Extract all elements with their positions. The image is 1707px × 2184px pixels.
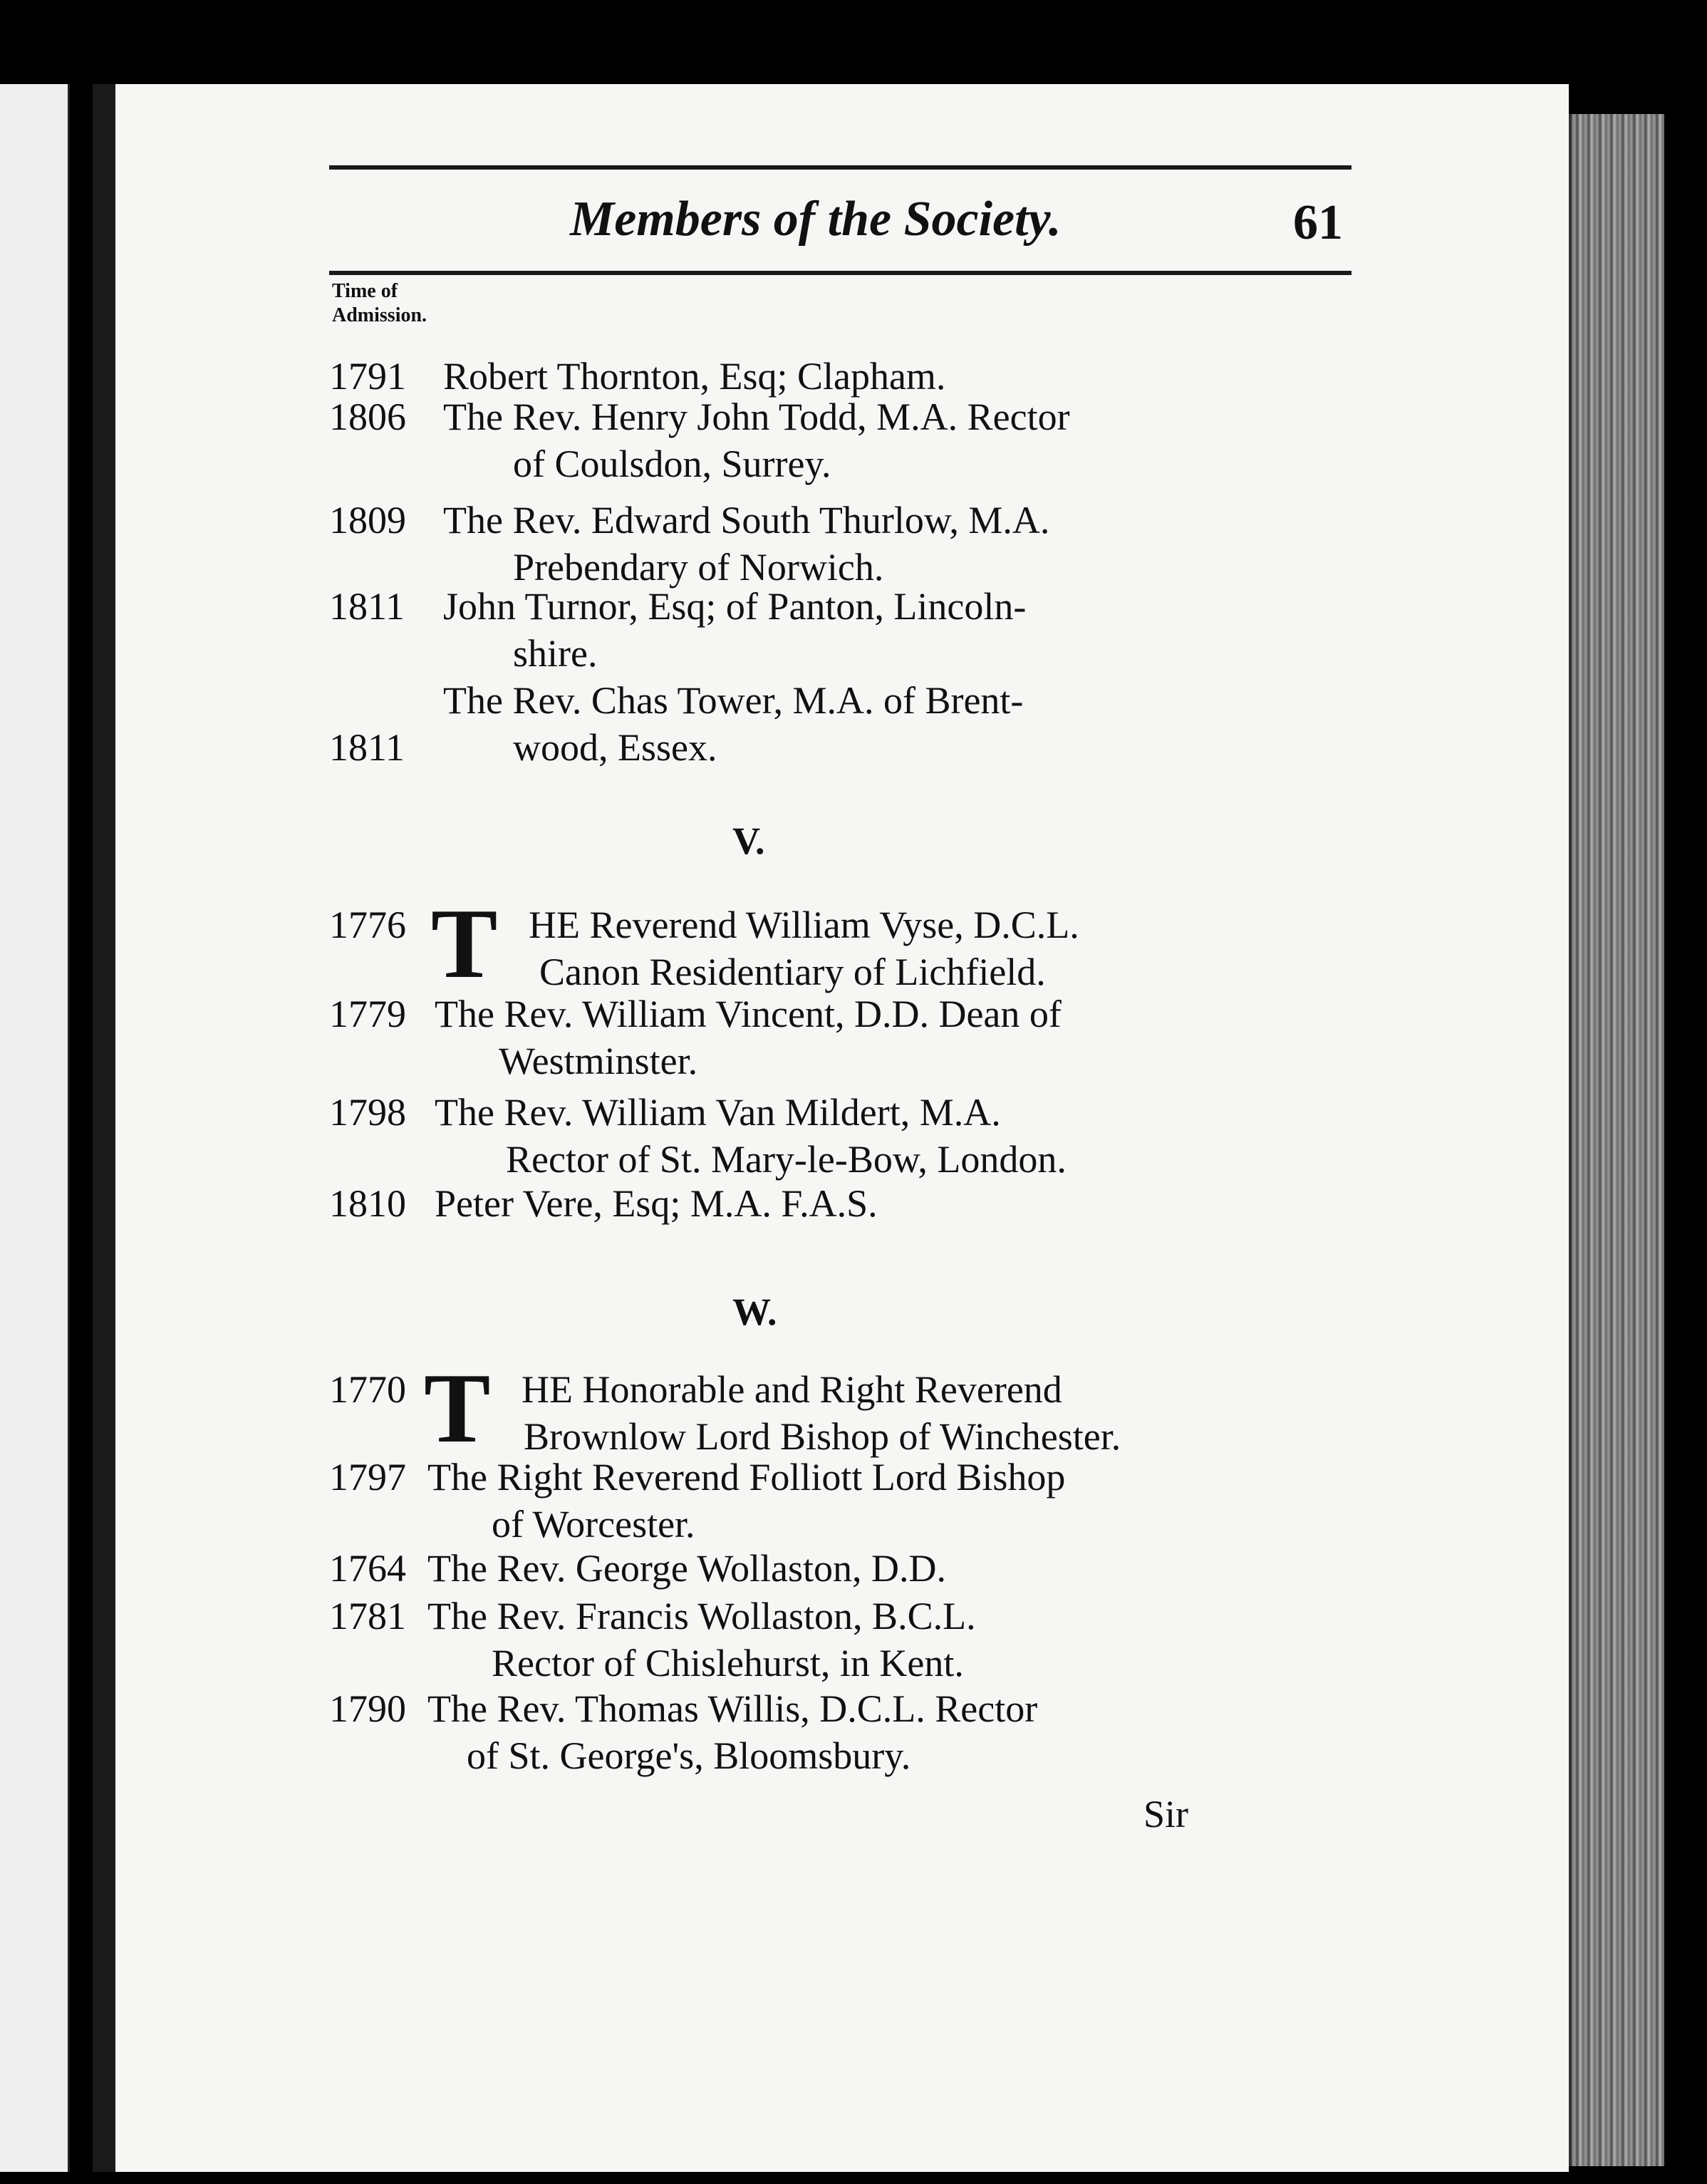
entry-name: The Rev. Francis Wollaston, B.C.L. bbox=[427, 1595, 976, 1637]
admission-year: 1781 bbox=[329, 1595, 406, 1637]
drop-cap: T bbox=[424, 1353, 491, 1464]
entry-continuation: of Coulsdon, Surrey. bbox=[513, 443, 831, 485]
entry-name: The Rev. George Wollaston, D.D. bbox=[427, 1547, 947, 1590]
section-letter-w: W. bbox=[732, 1290, 777, 1333]
admission-year: 1798 bbox=[329, 1091, 406, 1134]
entry-name: The Right Reverend Folliott Lord Bishop bbox=[427, 1456, 1066, 1499]
entry-name: HE Reverend William Vyse, D.C.L. bbox=[529, 904, 1079, 946]
column-heading-line: Time of bbox=[332, 280, 398, 302]
entry-continuation: Brownlow Lord Bishop of Winchester. bbox=[524, 1415, 1121, 1458]
entry-continuation: of Worcester. bbox=[492, 1503, 695, 1546]
entry-name: HE Honorable and Right Reverend bbox=[522, 1368, 1062, 1411]
admission-year: 1770 bbox=[329, 1368, 406, 1411]
entry-continuation: shire. bbox=[513, 632, 598, 675]
entry-name: Robert Thornton, Esq; Clapham. bbox=[443, 355, 946, 398]
entry-name: The Rev. William Van Mildert, M.A. bbox=[435, 1091, 1001, 1134]
section-letter-v: V. bbox=[732, 819, 765, 862]
entry-name: Peter Vere, Esq; M.A. F.A.S. bbox=[435, 1182, 878, 1225]
admission-year: 1776 bbox=[329, 904, 406, 946]
admission-year: 1809 bbox=[329, 499, 406, 542]
entry-continuation: Canon Residentiary of Lichfield. bbox=[539, 951, 1046, 993]
admission-year: 1806 bbox=[329, 395, 406, 438]
entry-name: The Rev. William Vincent, D.D. Dean of bbox=[435, 993, 1062, 1035]
entry-name: The Rev. Henry John Todd, M.A. Rector bbox=[443, 395, 1070, 438]
admission-year: 1779 bbox=[329, 993, 406, 1035]
admission-year: 1811 bbox=[329, 726, 405, 769]
entry-continuation: Prebendary of Norwich. bbox=[513, 546, 884, 589]
entry-continuation: of St. George's, Bloomsbury. bbox=[467, 1734, 911, 1777]
entry-name: John Turnor, Esq; of Panton, Lincoln- bbox=[443, 585, 1027, 628]
entry-name: The Rev. Thomas Willis, D.C.L. Rector bbox=[427, 1687, 1038, 1730]
admission-year: 1790 bbox=[329, 1687, 406, 1730]
entry-continuation: Westminster. bbox=[499, 1040, 698, 1082]
page-number: 61 bbox=[1293, 195, 1343, 250]
admission-year: 1791 bbox=[329, 355, 406, 398]
entry-name: The Rev. Chas Tower, M.A. of Brent- bbox=[443, 679, 1024, 722]
admission-year: 1810 bbox=[329, 1182, 406, 1225]
column-heading-line: Admission. bbox=[332, 304, 427, 326]
entry-continuation: Rector of Chislehurst, in Kent. bbox=[492, 1642, 964, 1684]
catchword: Sir bbox=[1143, 1793, 1189, 1836]
drop-cap: T bbox=[431, 889, 498, 999]
entry-continuation: wood, Essex. bbox=[513, 726, 717, 769]
running-title: Members of the Society. bbox=[570, 192, 1062, 247]
entry-continuation: Rector of St. Mary-le-Bow, London. bbox=[506, 1138, 1067, 1181]
admission-year: 1811 bbox=[329, 585, 405, 628]
admission-year: 1764 bbox=[329, 1547, 406, 1590]
admission-year: 1797 bbox=[329, 1456, 406, 1499]
entry-name: The Rev. Edward South Thurlow, M.A. bbox=[443, 499, 1050, 542]
